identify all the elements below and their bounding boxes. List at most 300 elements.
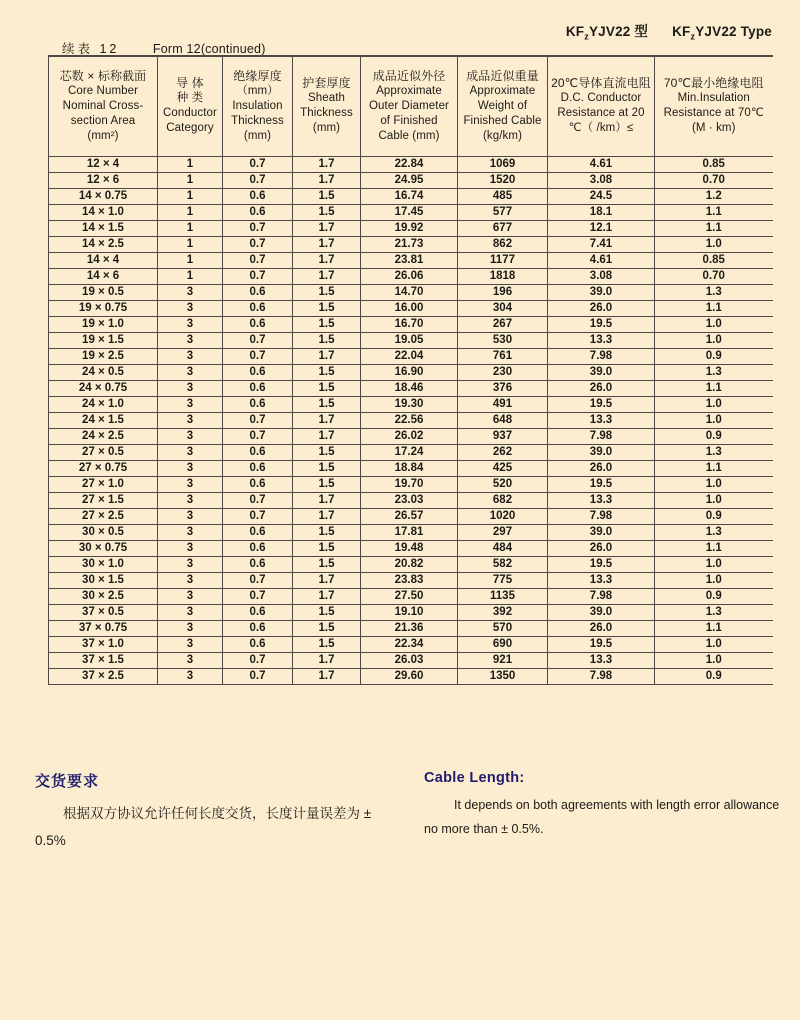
table-cell: 3 xyxy=(158,668,223,684)
table-cell: 24 × 2.5 xyxy=(49,428,158,444)
table-cell: 1.7 xyxy=(293,492,361,508)
table-cell: 1.0 xyxy=(655,492,773,508)
table-cell: 26.06 xyxy=(361,268,458,284)
table-cell: 18.46 xyxy=(361,380,458,396)
table-cell: 1 xyxy=(158,220,223,236)
table-row xyxy=(49,588,773,604)
model-cn-subscript: z xyxy=(584,31,589,42)
table-row xyxy=(49,316,773,332)
table-cell: 4.61 xyxy=(548,252,655,268)
table-cell: 27 × 0.5 xyxy=(49,444,158,460)
table-cell: 1.0 xyxy=(655,316,773,332)
table-cell: 1.7 xyxy=(293,428,361,444)
table-cell: 1350 xyxy=(458,668,548,684)
table-cell: 1.5 xyxy=(293,620,361,636)
table-cell: 520 xyxy=(458,476,548,492)
header-cell-line: of Finished xyxy=(380,114,438,127)
table-cell: 1 xyxy=(158,268,223,284)
table-cell: 0.7 xyxy=(223,588,293,604)
table-cell: 3 xyxy=(158,428,223,444)
table-cell: 392 xyxy=(458,604,548,620)
table-row xyxy=(49,540,773,556)
cable-length-heading-en: Cable Length: xyxy=(424,770,525,786)
table-cell: 1 xyxy=(158,204,223,220)
table-row xyxy=(49,460,773,476)
model-en-subscript: z xyxy=(690,31,696,42)
table-cell: 1.5 xyxy=(293,396,361,412)
table-cell: 1.3 xyxy=(655,364,773,380)
table-cell: 1.5 xyxy=(293,524,361,540)
header-cell-line: Approximate xyxy=(376,84,442,97)
header-cell-line: section Area xyxy=(70,114,136,127)
table-cell: 690 xyxy=(458,636,548,652)
table-cell: 267 xyxy=(458,316,548,332)
table-cell: 3.08 xyxy=(548,268,655,284)
model-en-base: KF xyxy=(672,24,691,39)
table-cell: 297 xyxy=(458,524,548,540)
table-cell: 37 × 2.5 xyxy=(49,668,158,684)
table-cell: 29.60 xyxy=(361,668,458,684)
table-cell: 0.6 xyxy=(223,604,293,620)
table-cell: 1.5 xyxy=(293,204,361,220)
table-row xyxy=(49,556,773,572)
table-cell: 1 xyxy=(158,156,223,172)
header-cell-line: Sheath xyxy=(307,92,346,105)
table-cell: 0.6 xyxy=(223,620,293,636)
table-cell: 1.1 xyxy=(655,220,773,236)
table-cell: 12 × 6 xyxy=(49,172,158,188)
table-cell: 425 xyxy=(458,460,548,476)
table-cell: 3 xyxy=(158,540,223,556)
table-cell: 1.1 xyxy=(655,300,773,316)
model-en-rest: YJV22 Type xyxy=(695,24,772,39)
table-cell: 0.7 xyxy=(223,412,293,428)
table-cell: 1.5 xyxy=(293,316,361,332)
table-cell: 7.98 xyxy=(548,588,655,604)
table-body xyxy=(49,156,773,684)
table-row xyxy=(49,188,773,204)
table-cell: 1.7 xyxy=(293,412,361,428)
cable-length-body-en-line1: It depends on both agreements with length error allowance xyxy=(454,798,780,812)
table-row xyxy=(49,284,773,300)
table-cell: 1.5 xyxy=(293,540,361,556)
table-cell: 3 xyxy=(158,412,223,428)
table-cell: 1 xyxy=(158,236,223,252)
header-cell-line: 绝缘厚度 xyxy=(233,68,282,83)
table-cell: 0.70 xyxy=(655,268,773,284)
table-row xyxy=(49,620,773,636)
table-cell: 0.70 xyxy=(655,172,773,188)
delivery-heading-cn: 交货要求 xyxy=(35,773,100,790)
table-cell: 1.7 xyxy=(293,220,361,236)
table-cell: 21.73 xyxy=(361,236,458,252)
table-cell: 1.5 xyxy=(293,332,361,348)
table-cell: 937 xyxy=(458,428,548,444)
table-cell: 0.7 xyxy=(223,652,293,668)
header-cell-line: 70℃最小绝缘电阻 xyxy=(663,76,764,91)
header-cell xyxy=(293,56,361,156)
table-cell: 3 xyxy=(158,348,223,364)
table-cell: 1.3 xyxy=(655,284,773,300)
table-cell: 1.1 xyxy=(655,380,773,396)
table-cell: 19.30 xyxy=(361,396,458,412)
header-cell-line: （mm） xyxy=(236,84,279,97)
table-row xyxy=(49,604,773,620)
table-cell: 1 xyxy=(158,252,223,268)
table-cell: 27 × 0.75 xyxy=(49,460,158,476)
table-cell: 1.0 xyxy=(655,556,773,572)
table-cell: 0.9 xyxy=(655,508,773,524)
table-cell: 0.7 xyxy=(223,156,293,172)
header-cell-line: Min.Insulation xyxy=(677,92,750,105)
table-row xyxy=(49,508,773,524)
table-row xyxy=(49,220,773,236)
table-cell: 1.7 xyxy=(293,268,361,284)
table-cell: 23.81 xyxy=(361,252,458,268)
table-cell: 0.6 xyxy=(223,316,293,332)
table-cell: 1.3 xyxy=(655,444,773,460)
header-cell-line: Outer Diameter xyxy=(368,99,449,112)
table-cell: 0.6 xyxy=(223,188,293,204)
table-row xyxy=(49,364,773,380)
table-cell: 12.1 xyxy=(548,220,655,236)
table-cell: 196 xyxy=(458,284,548,300)
table-cell: 230 xyxy=(458,364,548,380)
table-cell: 39.0 xyxy=(548,284,655,300)
table-cell: 0.6 xyxy=(223,444,293,460)
table-cell: 1.5 xyxy=(293,188,361,204)
header-cell-line: Thickness xyxy=(231,114,284,127)
table-cell: 0.6 xyxy=(223,300,293,316)
table-cell: 27 × 2.5 xyxy=(49,508,158,524)
header-cell-line: Approximate xyxy=(469,84,536,97)
table-cell: 17.24 xyxy=(361,444,458,460)
header-cell-line: Resistance at 70℃ xyxy=(663,107,764,120)
header-cell-line: ℃（ /km）≤ xyxy=(568,122,634,135)
table-cell: 30 × 0.75 xyxy=(49,540,158,556)
table-cell: 1.1 xyxy=(655,204,773,220)
table-cell: 3 xyxy=(158,300,223,316)
table-cell: 1.0 xyxy=(655,396,773,412)
table-cell: 262 xyxy=(458,444,548,460)
header-cell-line: 20℃导体直流电阻 xyxy=(551,76,651,91)
table-cell: 37 × 0.5 xyxy=(49,604,158,620)
table-cell: 19.5 xyxy=(548,556,655,572)
form-label-cn: 续表 12 xyxy=(62,42,120,56)
table-cell: 3 xyxy=(158,316,223,332)
delivery-body-cn xyxy=(35,800,415,854)
table-cell: 570 xyxy=(458,620,548,636)
table-cell: 7.41 xyxy=(548,236,655,252)
table-cell: 19 × 2.5 xyxy=(49,348,158,364)
table-cell: 7.98 xyxy=(548,668,655,684)
table-cell: 0.6 xyxy=(223,524,293,540)
table-cell: 0.7 xyxy=(223,236,293,252)
header-cell-line: Finished Cable xyxy=(463,114,542,127)
table-cell: 1020 xyxy=(458,508,548,524)
table-cell: 21.36 xyxy=(361,620,458,636)
table-row xyxy=(49,572,773,588)
delivery-note-cn xyxy=(35,770,415,854)
form-label-en: Form 12(continued) xyxy=(152,42,266,56)
header-cell xyxy=(458,56,548,156)
header-cell xyxy=(548,56,655,156)
header-cell-line: Conductor xyxy=(163,107,217,120)
table-cell: 26.0 xyxy=(548,540,655,556)
delivery-body-cn-line2: 0.5% xyxy=(35,833,66,848)
table-row xyxy=(49,668,773,684)
table-row xyxy=(49,252,773,268)
model-cn-base: KF xyxy=(565,24,585,39)
table-cell: 26.0 xyxy=(548,300,655,316)
table-cell: 14 × 4 xyxy=(49,252,158,268)
table-cell: 19.5 xyxy=(548,396,655,412)
table-cell: 0.85 xyxy=(655,156,773,172)
table-row xyxy=(49,652,773,668)
header-cell xyxy=(49,56,158,156)
table-cell: 1.1 xyxy=(655,540,773,556)
table-cell: 3 xyxy=(158,444,223,460)
table-row xyxy=(49,380,773,396)
table-cell: 24.5 xyxy=(548,188,655,204)
table-cell: 1.5 xyxy=(293,476,361,492)
table-cell: 7.98 xyxy=(548,428,655,444)
table-cell: 1.7 xyxy=(293,172,361,188)
table-cell: 3 xyxy=(158,652,223,668)
table-cell: 16.90 xyxy=(361,364,458,380)
table-cell: 1.3 xyxy=(655,604,773,620)
table-cell: 1520 xyxy=(458,172,548,188)
page-title xyxy=(566,20,772,42)
table-cell: 3 xyxy=(158,476,223,492)
table-cell: 17.81 xyxy=(361,524,458,540)
table-cell: 491 xyxy=(458,396,548,412)
table-cell: 376 xyxy=(458,380,548,396)
table-cell: 1.7 xyxy=(293,348,361,364)
table-cell: 677 xyxy=(458,220,548,236)
table-cell: 1.5 xyxy=(293,444,361,460)
table-cell: 13.3 xyxy=(548,652,655,668)
table-cell: 3 xyxy=(158,556,223,572)
table-cell: 0.6 xyxy=(223,204,293,220)
table-row xyxy=(49,332,773,348)
table-cell: 484 xyxy=(458,540,548,556)
table-cell: 22.56 xyxy=(361,412,458,428)
table-cell: 14 × 1.0 xyxy=(49,204,158,220)
table-cell: 0.7 xyxy=(223,172,293,188)
table-cell: 1.0 xyxy=(655,636,773,652)
table-row xyxy=(49,300,773,316)
table-row xyxy=(49,428,773,444)
table-cell: 7.98 xyxy=(548,508,655,524)
table-cell: 30 × 0.5 xyxy=(49,524,158,540)
table-cell: 37 × 0.75 xyxy=(49,620,158,636)
table-cell: 24 × 1.5 xyxy=(49,412,158,428)
table-cell: 1.5 xyxy=(293,380,361,396)
table-cell: 18.84 xyxy=(361,460,458,476)
table-cell: 1069 xyxy=(458,156,548,172)
table-cell: 1.5 xyxy=(293,636,361,652)
table-cell: 530 xyxy=(458,332,548,348)
table-cell: 3 xyxy=(158,380,223,396)
table-cell: 30 × 1.5 xyxy=(49,572,158,588)
table-cell: 30 × 2.5 xyxy=(49,588,158,604)
table-cell: 3 xyxy=(158,572,223,588)
header-cell-line: Category xyxy=(166,122,214,135)
table-cell: 1.2 xyxy=(655,188,773,204)
table-cell: 0.6 xyxy=(223,284,293,300)
header-cell-line: 种 类 xyxy=(176,92,204,105)
table-cell: 19.5 xyxy=(548,476,655,492)
table-cell: 27 × 1.5 xyxy=(49,492,158,508)
table-cell: 19.48 xyxy=(361,540,458,556)
table-cell: 14.70 xyxy=(361,284,458,300)
header-cell-line: Thickness xyxy=(300,107,353,120)
table-row xyxy=(49,172,773,188)
table-cell: 14 × 2.5 xyxy=(49,236,158,252)
model-label-cn xyxy=(565,24,649,42)
header-cell-line: 导 体 xyxy=(176,76,204,91)
table-cell: 20.82 xyxy=(361,556,458,572)
table-cell: 19.05 xyxy=(361,332,458,348)
table-cell: 775 xyxy=(458,572,548,588)
table-row xyxy=(49,636,773,652)
table-cell: 1.7 xyxy=(293,668,361,684)
table-row xyxy=(49,268,773,284)
table-cell: 485 xyxy=(458,188,548,204)
table-cell: 0.6 xyxy=(223,636,293,652)
table-cell: 3 xyxy=(158,636,223,652)
cable-spec-table xyxy=(48,55,773,685)
table-cell: 1.1 xyxy=(655,460,773,476)
table-cell: 39.0 xyxy=(548,604,655,620)
table-cell: 3 xyxy=(158,508,223,524)
header-cell-line: (mm²) xyxy=(87,129,119,142)
table-cell: 14 × 6 xyxy=(49,268,158,284)
table-cell: 26.0 xyxy=(548,380,655,396)
table-cell: 0.9 xyxy=(655,668,773,684)
table-cell: 0.6 xyxy=(223,540,293,556)
header-cell xyxy=(655,56,773,156)
table-cell: 0.6 xyxy=(223,396,293,412)
table-cell: 24.95 xyxy=(361,172,458,188)
table-cell: 1.0 xyxy=(655,236,773,252)
table-cell: 0.9 xyxy=(655,428,773,444)
table-cell: 3 xyxy=(158,332,223,348)
cable-length-note-en xyxy=(424,770,780,841)
table-cell: 0.7 xyxy=(223,252,293,268)
delivery-body-cn-line1: 根据双方协议允许任何长度交货，长度计量误差为 ± xyxy=(63,806,372,821)
table-cell: 1.7 xyxy=(293,588,361,604)
table-row xyxy=(49,348,773,364)
table-cell: 39.0 xyxy=(548,444,655,460)
table-row xyxy=(49,524,773,540)
table-cell: 304 xyxy=(458,300,548,316)
table-cell: 1.1 xyxy=(655,620,773,636)
table-cell: 1.7 xyxy=(293,236,361,252)
header-cell-line: Nominal Cross- xyxy=(62,99,144,112)
table-cell: 1 xyxy=(158,172,223,188)
table-cell: 19 × 1.5 xyxy=(49,332,158,348)
table-cell: 26.02 xyxy=(361,428,458,444)
table-cell: 3 xyxy=(158,524,223,540)
table-cell: 19.10 xyxy=(361,604,458,620)
table-cell: 1818 xyxy=(458,268,548,284)
table-cell: 16.00 xyxy=(361,300,458,316)
table-cell: 3.08 xyxy=(548,172,655,188)
table-cell: 19.70 xyxy=(361,476,458,492)
header-cell-line: (M · km) xyxy=(691,122,736,135)
table-cell: 0.7 xyxy=(223,572,293,588)
table-cell: 1.5 xyxy=(293,364,361,380)
table-cell: 17.45 xyxy=(361,204,458,220)
table-cell: 14 × 0.75 xyxy=(49,188,158,204)
table-cell: 24 × 1.0 xyxy=(49,396,158,412)
table-cell: 1177 xyxy=(458,252,548,268)
table-cell: 1.0 xyxy=(655,572,773,588)
table-cell: 19 × 0.75 xyxy=(49,300,158,316)
table-cell: 13.3 xyxy=(548,412,655,428)
header-cell-line: 成品近似重量 xyxy=(466,68,539,83)
table-row xyxy=(49,204,773,220)
table-cell: 3 xyxy=(158,588,223,604)
table-cell: 22.04 xyxy=(361,348,458,364)
table-cell: 16.70 xyxy=(361,316,458,332)
table-cell: 1.5 xyxy=(293,300,361,316)
table-cell: 3 xyxy=(158,364,223,380)
table-cell: 3 xyxy=(158,460,223,476)
header-cell-line: Resistance at 20 xyxy=(557,107,645,120)
table-cell: 3 xyxy=(158,492,223,508)
table-cell: 24 × 0.75 xyxy=(49,380,158,396)
header-cell-line: Cable (mm) xyxy=(378,129,440,142)
table-cell: 0.7 xyxy=(223,492,293,508)
header-cell-line: 成品近似外径 xyxy=(372,68,446,83)
table-cell: 24 × 0.5 xyxy=(49,364,158,380)
table-cell: 761 xyxy=(458,348,548,364)
table-cell: 682 xyxy=(458,492,548,508)
table-cell: 1.5 xyxy=(293,284,361,300)
header-cell-line: (mm) xyxy=(243,129,272,142)
header-cell-line: Core Number xyxy=(67,84,139,97)
table-cell: 27.50 xyxy=(361,588,458,604)
table-cell: 0.85 xyxy=(655,252,773,268)
table-cell: 0.6 xyxy=(223,364,293,380)
table-cell: 0.7 xyxy=(223,220,293,236)
cable-length-body-en xyxy=(424,793,780,841)
table-cell: 22.84 xyxy=(361,156,458,172)
table-cell: 862 xyxy=(458,236,548,252)
table-cell: 23.83 xyxy=(361,572,458,588)
table-cell: 577 xyxy=(458,204,548,220)
table-cell: 0.9 xyxy=(655,348,773,364)
table-cell: 582 xyxy=(458,556,548,572)
table-cell: 37 × 1.5 xyxy=(49,652,158,668)
table-cell: 16.74 xyxy=(361,188,458,204)
table-cell: 0.7 xyxy=(223,348,293,364)
header-cell-line: Insulation xyxy=(232,99,283,112)
table-cell: 921 xyxy=(458,652,548,668)
header-cell-line: 护套厚度 xyxy=(302,76,351,91)
table-cell: 19.5 xyxy=(548,636,655,652)
header-cell-line: (kg/km) xyxy=(482,129,523,142)
table-cell: 30 × 1.0 xyxy=(49,556,158,572)
table-cell: 14 × 1.5 xyxy=(49,220,158,236)
table-cell: 22.34 xyxy=(361,636,458,652)
table-row xyxy=(49,156,773,172)
table-cell: 4.61 xyxy=(548,156,655,172)
table-cell: 1 xyxy=(158,188,223,204)
